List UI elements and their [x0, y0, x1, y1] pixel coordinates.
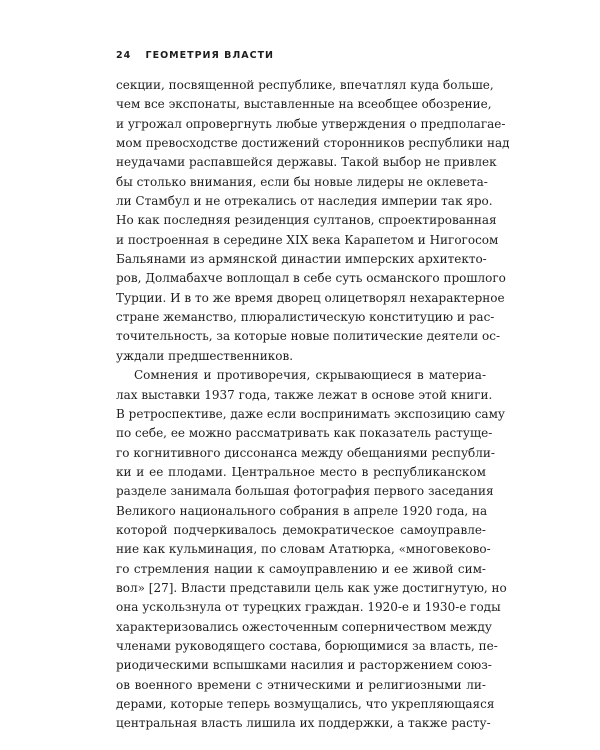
text-line: которой подчеркивалось демократическое самоуправле-: [116, 522, 486, 537]
text-line: ние как кульминация, по словам Ататюрка, «многовеково-: [116, 542, 491, 557]
page-number: 24: [116, 50, 132, 61]
text-line: мом превосходстве достижений сторонников республики над: [116, 136, 510, 151]
text-line: ли Стамбул и не отрекались от наследия империи так яро.: [116, 194, 493, 209]
running-header: [116, 50, 274, 61]
text-line: Великого национального собрания в апреле 1920 года, на: [116, 503, 488, 518]
body-text: [116, 76, 510, 734]
text-line: уждали предшественников.: [116, 348, 294, 363]
text-line: неудачами распавшейся державы. Такой выбор не привлек: [116, 155, 497, 170]
text-line: дерами, которые теперь возмущались, что укрепляющаяся: [116, 697, 495, 711]
text-line: стране жеманство, плюралистическую конституцию и рас-: [116, 310, 495, 325]
text-line: секции, посвященной республике, впечатлял куда больше,: [116, 78, 494, 92]
text-line: точительность, за которые новые политические деятели ос-: [116, 329, 501, 344]
running-title: ГЕОМЕТРИЯ ВЛАСТИ: [145, 50, 275, 61]
text-line: и угрожал опровергнуть любые утверждения о предполагае-: [116, 116, 506, 131]
text-line: го стремления нации к самоуправлению и ее живой сим-: [116, 561, 486, 576]
text-line: Турции. И в то же время дворец олицетворял нехарактерное: [116, 290, 505, 305]
text-line: Но как последняя резиденция султанов, спроектированная: [116, 213, 497, 228]
text-line: членами руководящего состава, борющимися за власть, пе-: [116, 638, 498, 653]
text-line: характеризовались ожесточенным соперничеством между: [116, 619, 492, 634]
text-line: и построенная в середине XIX века Карапетом и Нигогосом: [116, 232, 499, 247]
text-line: она ускользнула от турецких граждан. 1920-е и 1930-е годы: [116, 600, 501, 615]
text-line: ров, Долмабахче воплощал в себе суть османского прошлого: [116, 271, 506, 286]
text-line: Бальянами из армянской династии имперских архитекто-: [116, 252, 487, 267]
text-line: по себе, ее можно рассматривать как показатель растуще-: [116, 426, 493, 441]
text-line: Сомнения и противоречия, скрывающиеся в материа-: [134, 368, 486, 383]
text-line: В ретроспективе, даже если воспринимать экспозицию саму: [116, 406, 505, 421]
text-line: го когнитивного диссонанса между обещаниями республи-: [116, 445, 495, 460]
text-line: центральная власть лишила их поддержки, а также расту-: [116, 716, 491, 731]
text-line: вол» [27]. Власти представили цель как уже достигнутую, но: [116, 580, 507, 595]
text-line: лах выставки 1937 года, также лежат в основе этой книги.: [116, 387, 493, 402]
text-line: чем все экспонаты, выставленные на всеобщее обозрение,: [116, 97, 492, 112]
text-line: ов военного времени с этническими и религиозными ли-: [116, 677, 486, 692]
text-line: ки и ее плодами. Центральное место в республиканском: [116, 464, 486, 479]
text-line: бы столько внимания, если бы новые лидеры не оклевета-: [116, 174, 488, 189]
text-line: разделе занимала большая фотография первого заседания: [116, 484, 494, 499]
text-line: риодическими вспышками насилия и расторжением союз-: [116, 658, 492, 673]
